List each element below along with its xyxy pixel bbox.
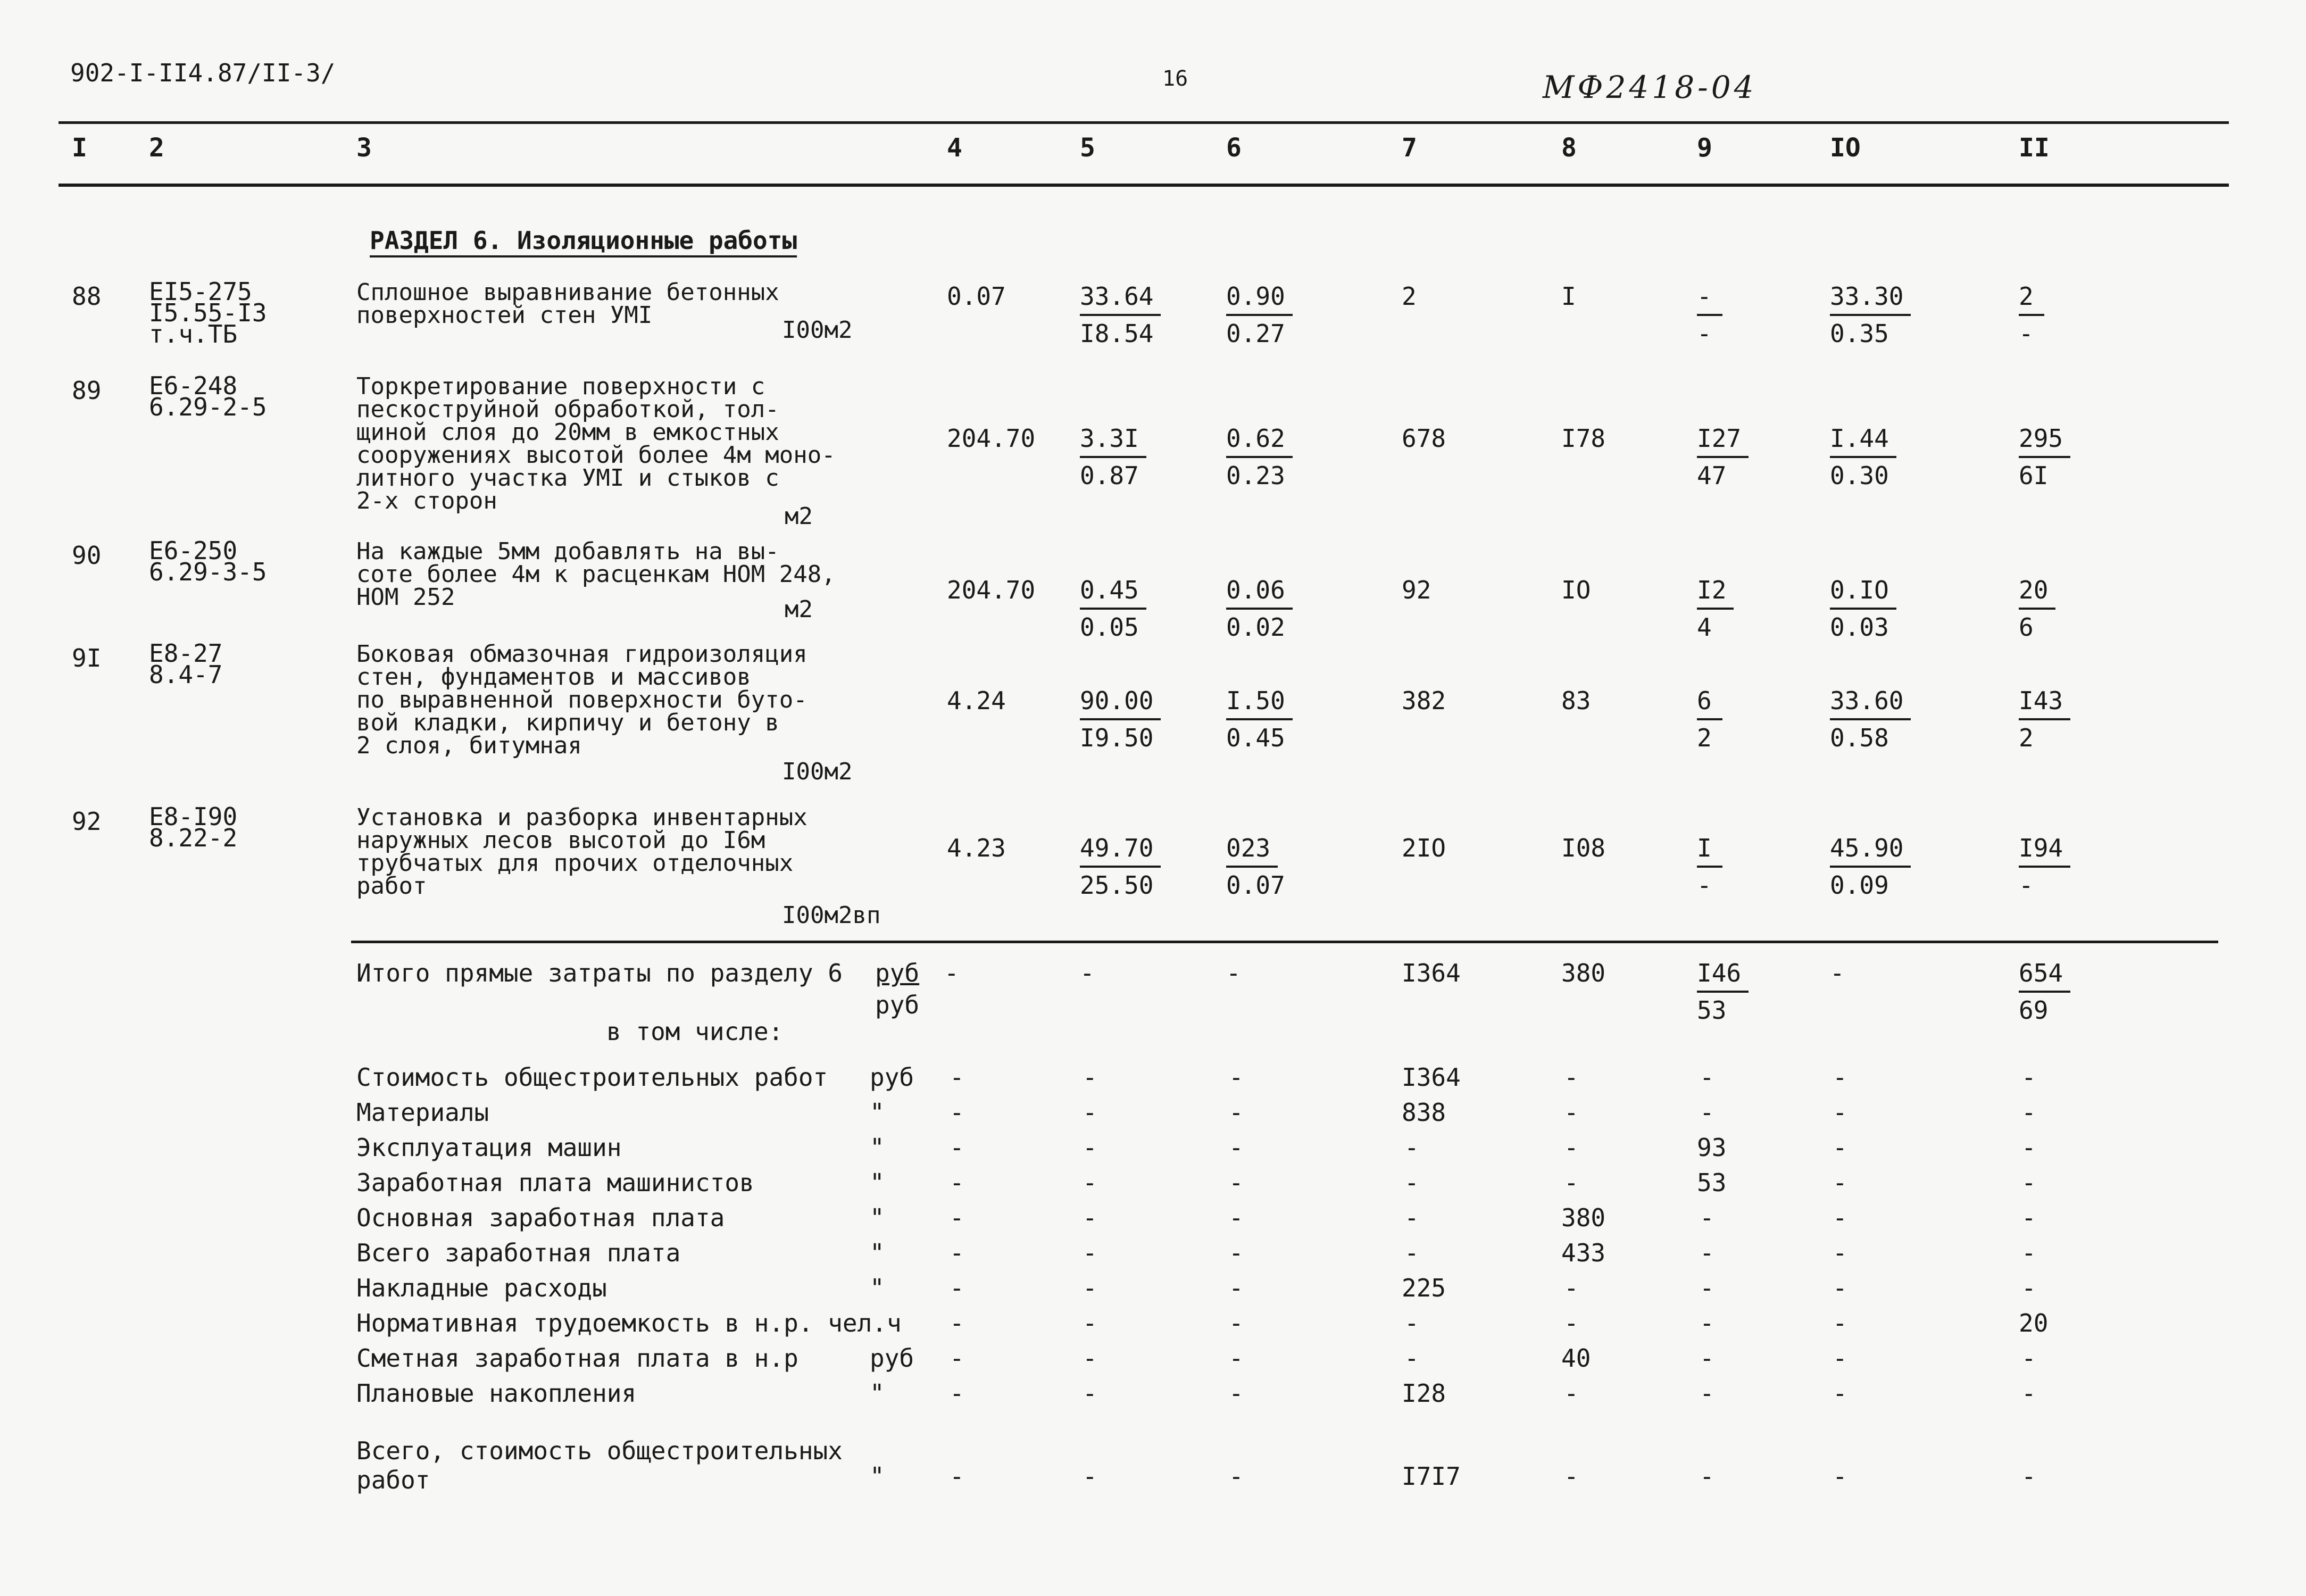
grand-total-c4: - — [950, 1462, 964, 1491]
header-top-rule — [59, 121, 2229, 124]
labor-total-denominator: 6I — [2019, 461, 2049, 490]
labor-per-unit-denominator: 0.09 — [1830, 871, 1889, 900]
summary-c9: - — [1700, 1379, 1714, 1408]
machine-total — [1697, 279, 1722, 351]
summary-c4: - — [950, 1133, 964, 1162]
column-header-8: 8 — [1561, 133, 1577, 163]
document-id: МФ2418-04 — [1543, 69, 1757, 105]
unit-of-measure: I00м2 — [782, 758, 853, 785]
summary-c5: - — [1083, 1379, 1097, 1408]
summary-c9: - — [1700, 1063, 1714, 1092]
summary-c6: - — [1229, 1168, 1244, 1197]
summary-unit: " — [870, 1098, 885, 1127]
summary-c8: - — [1564, 1379, 1579, 1408]
wages: IO — [1561, 576, 1591, 604]
summary-c4: - — [950, 1203, 964, 1232]
summary-c5: - — [1083, 1238, 1097, 1267]
summary-unit: " — [870, 1238, 885, 1267]
section-total-c11 — [2019, 955, 2070, 1028]
grand-total-c9: - — [1700, 1462, 1714, 1491]
machine-total — [1697, 683, 1722, 755]
labor-per-unit-numerator: I.44 — [1830, 421, 1896, 458]
summary-unit: руб — [870, 1063, 914, 1092]
summary-c7: I28 — [1402, 1379, 1446, 1408]
rate-code: т.ч.ТБ — [149, 320, 238, 348]
summary-unit: руб — [870, 1344, 914, 1373]
labor-per-unit-denominator: 0.58 — [1830, 724, 1889, 752]
work-description: Установка и разборка инвентарных наружных лесов высотой до I6м трубчатых для прочих отделочных работ — [356, 804, 807, 900]
unit-cost-numerator: 33.64 — [1080, 279, 1161, 316]
machine-total — [1697, 830, 1722, 903]
total-cost: 2 — [1402, 282, 1417, 311]
labor-per-unit-numerator: 0.IO — [1830, 572, 1896, 610]
rate-code: 8.4-7 — [149, 660, 223, 689]
summary-c9: - — [1700, 1098, 1714, 1127]
column-header-2: 2 — [149, 133, 164, 163]
machine-total-denominator: 47 — [1697, 461, 1727, 490]
section-total-c7: I364 — [1402, 959, 1461, 987]
summary-c6: - — [1229, 1309, 1244, 1337]
summary-c5: - — [1083, 1098, 1097, 1127]
labor-total — [2019, 572, 2055, 645]
section-total-c11-denominator: 69 — [2019, 996, 2049, 1025]
labor-total — [2019, 279, 2044, 351]
machine-cost-denominator: 0.07 — [1226, 871, 1285, 900]
summary-c9: 53 — [1697, 1168, 1727, 1197]
labor-total-denominator: 6 — [2019, 613, 2034, 642]
grand-total-c7: I7I7 — [1402, 1462, 1461, 1491]
totals-rule — [351, 941, 2218, 943]
machine-total-denominator: - — [1697, 871, 1712, 900]
summary-c9: 93 — [1697, 1133, 1727, 1162]
unit-cost-denominator: I9.50 — [1080, 724, 1154, 752]
grand-total-label-cont: работ — [356, 1466, 430, 1494]
machine-cost — [1226, 421, 1293, 493]
labor-per-unit — [1830, 421, 1896, 493]
unit-cost-denominator: I8.54 — [1080, 319, 1154, 348]
rate-code: E6-250 — [149, 536, 238, 565]
row-number: 88 — [72, 282, 102, 311]
section-total-c8: 380 — [1561, 959, 1606, 987]
column-header-4: 4 — [947, 133, 962, 163]
machine-cost-numerator: 023 — [1226, 830, 1278, 868]
summary-c10: - — [1833, 1309, 1847, 1337]
summary-c10: - — [1833, 1238, 1847, 1267]
machine-cost-denominator: 0.45 — [1226, 724, 1285, 752]
summary-c4: - — [950, 1098, 964, 1127]
rate-code: 8.22-2 — [149, 824, 238, 852]
labor-total-numerator: I43 — [2019, 683, 2070, 720]
labor-per-unit-numerator: 33.30 — [1830, 279, 1911, 316]
machine-cost — [1226, 279, 1293, 351]
column-header-6: 6 — [1226, 133, 1242, 163]
summary-c11: - — [2021, 1274, 2036, 1302]
quantity: 4.24 — [947, 686, 1006, 715]
summary-unit: " — [870, 1168, 885, 1197]
summary-c4: - — [950, 1238, 964, 1267]
unit-cost — [1080, 572, 1146, 645]
total-cost: 92 — [1402, 576, 1431, 604]
summary-c6: - — [1229, 1098, 1244, 1127]
machine-cost-numerator: 0.62 — [1226, 421, 1293, 458]
summary-c8: 40 — [1561, 1344, 1591, 1373]
labor-per-unit-denominator: 0.30 — [1830, 461, 1889, 490]
summary-c10: - — [1833, 1133, 1847, 1162]
summary-c8: - — [1564, 1098, 1579, 1127]
summary-c10: - — [1833, 1203, 1847, 1232]
summary-label: Материалы — [356, 1098, 489, 1127]
summary-label: Нормативная трудоемкость в н.р. чел.ч — [356, 1309, 902, 1337]
summary-c4: - — [950, 1379, 964, 1408]
labor-per-unit-denominator: 0.35 — [1830, 319, 1889, 348]
summary-c11: - — [2021, 1379, 2036, 1408]
summary-c7: - — [1404, 1203, 1419, 1232]
section-title: РАЗДЕЛ 6. Изоляционные работы — [370, 226, 797, 255]
machine-total-numerator: I — [1697, 830, 1722, 868]
section-total-c9-denominator: 53 — [1697, 996, 1727, 1025]
summary-label: Накладные расходы — [356, 1274, 607, 1302]
summary-label: Плановые накопления — [356, 1379, 637, 1408]
section-total-c10: - — [1830, 959, 1845, 987]
summary-c11: - — [2021, 1344, 2036, 1373]
section-total-c11-numerator: 654 — [2019, 955, 2070, 993]
page-number: 16 — [1162, 66, 1188, 91]
unit-cost-denominator: 25.50 — [1080, 871, 1154, 900]
summary-c11: - — [2021, 1238, 2036, 1267]
grand-total-label: Всего, стоимость общестроительных — [356, 1436, 843, 1465]
summary-c10: - — [1833, 1098, 1847, 1127]
summary-c10: - — [1833, 1063, 1847, 1092]
machine-total — [1697, 572, 1734, 645]
unit-of-measure: I00м2 — [782, 317, 853, 344]
section-total-label: Итого прямые затраты по разделу 6 — [356, 959, 843, 987]
summary-unit: " — [870, 1133, 885, 1162]
labor-total — [2019, 830, 2070, 903]
summary-unit: " — [870, 1274, 885, 1302]
summary-c4: - — [950, 1309, 964, 1337]
unit-cost — [1080, 683, 1161, 755]
grand-total-c8: - — [1564, 1462, 1579, 1491]
unit-cost-numerator: 49.70 — [1080, 830, 1161, 868]
summary-c7: 838 — [1402, 1098, 1446, 1127]
machine-total-numerator: I27 — [1697, 421, 1749, 458]
summary-label: Стоимость общестроительных работ — [356, 1063, 828, 1092]
column-header-5: 5 — [1080, 133, 1095, 163]
unit-cost — [1080, 421, 1146, 493]
machine-total-numerator: - — [1697, 279, 1722, 316]
labor-total-numerator: 295 — [2019, 421, 2070, 458]
summary-c11: - — [2021, 1098, 2036, 1127]
unit-of-measure: м2 — [785, 596, 813, 623]
column-header-3: 3 — [356, 133, 372, 163]
summary-c6: - — [1229, 1379, 1244, 1408]
machine-cost-numerator: 0.90 — [1226, 279, 1293, 316]
summary-c7: 225 — [1402, 1274, 1446, 1302]
work-description: Торкретирование поверхности с пескоструйной обработкой, тол- щиной слоя до 20мм в емкостных сооружениях высотой более 4м моно- литного участка УМI и стыков с 2-х сторон — [356, 373, 836, 514]
column-header-7: 7 — [1402, 133, 1417, 163]
quantity: 0.07 — [947, 282, 1006, 311]
machine-total-denominator: 2 — [1697, 724, 1712, 752]
labor-total — [2019, 421, 2070, 493]
rate-code: I5.55-I3 — [149, 298, 267, 327]
labor-total-numerator: 20 — [2019, 572, 2055, 610]
summary-c8: 433 — [1561, 1238, 1606, 1267]
document-code: 902-I-II4.87/II-3/ — [70, 59, 336, 87]
grand-total-c11: - — [2021, 1462, 2036, 1491]
summary-c5: - — [1083, 1133, 1097, 1162]
summary-label: Всего заработная плата — [356, 1238, 681, 1267]
wages: I — [1561, 282, 1576, 311]
summary-c10: - — [1833, 1274, 1847, 1302]
labor-total-denominator: - — [2019, 871, 2034, 900]
column-header-11: II — [2019, 133, 2050, 163]
labor-total-numerator: I94 — [2019, 830, 2070, 868]
summary-c6: - — [1229, 1133, 1244, 1162]
quantity: 204.70 — [947, 576, 1036, 604]
wages: 83 — [1561, 686, 1591, 715]
summary-c7: I364 — [1402, 1063, 1461, 1092]
unit-cost-numerator: 0.45 — [1080, 572, 1146, 610]
unit-of-measure: I00м2вп — [782, 902, 881, 929]
summary-c5: - — [1083, 1344, 1097, 1373]
grand-total-unit: " — [870, 1462, 885, 1491]
labor-per-unit — [1830, 830, 1911, 903]
unit-cost — [1080, 279, 1161, 351]
unit-cost-denominator: 0.87 — [1080, 461, 1139, 490]
labor-per-unit — [1830, 683, 1911, 755]
total-cost: 382 — [1402, 686, 1446, 715]
summary-unit: " — [870, 1379, 885, 1408]
summary-c5: - — [1083, 1274, 1097, 1302]
quantity: 204.70 — [947, 424, 1036, 453]
summary-c8: - — [1564, 1168, 1579, 1197]
summary-c9: - — [1700, 1203, 1714, 1232]
unit-of-measure: м2 — [785, 503, 813, 530]
summary-c5: - — [1083, 1063, 1097, 1092]
machine-cost — [1226, 683, 1293, 755]
total-cost: 678 — [1402, 424, 1446, 453]
machine-cost-denominator: 0.27 — [1226, 319, 1285, 348]
summary-c9: - — [1700, 1238, 1714, 1267]
summary-c10: - — [1833, 1379, 1847, 1408]
column-header-10: IO — [1830, 133, 1861, 163]
summary-c9: - — [1700, 1309, 1714, 1337]
summary-c5: - — [1083, 1168, 1097, 1197]
wages: I78 — [1561, 424, 1606, 453]
summary-c6: - — [1229, 1238, 1244, 1267]
section-total-c4: - — [944, 959, 959, 987]
machine-cost-numerator: I.50 — [1226, 683, 1293, 720]
machine-cost-numerator: 0.06 — [1226, 572, 1293, 610]
summary-label: Эксплуатация машин — [356, 1133, 622, 1162]
row-number: 92 — [72, 807, 102, 836]
row-number: 9I — [72, 644, 102, 672]
labor-total — [2019, 683, 2070, 755]
work-description: На каждые 5мм добавлять на вы- соте более 4м к расценкам НОМ 248, НОМ 252 — [356, 538, 836, 611]
machine-total-denominator: - — [1697, 319, 1712, 348]
quantity: 4.23 — [947, 834, 1006, 862]
summary-c5: - — [1083, 1203, 1097, 1232]
summary-c7: - — [1404, 1168, 1419, 1197]
summary-c8: 380 — [1561, 1203, 1606, 1232]
summary-c6: - — [1229, 1063, 1244, 1092]
summary-c6: - — [1229, 1274, 1244, 1302]
machine-total-numerator: 6 — [1697, 683, 1722, 720]
machine-total-denominator: 4 — [1697, 613, 1712, 642]
unit-cost — [1080, 830, 1161, 903]
summary-c7: - — [1404, 1309, 1419, 1337]
labor-total-denominator: - — [2019, 319, 2034, 348]
row-number: 90 — [72, 541, 102, 570]
rate-code: E6-248 — [149, 371, 238, 400]
summary-c11: - — [2021, 1133, 2036, 1162]
rate-code: 6.29-3-5 — [149, 558, 267, 586]
including-label: в том числе: — [606, 1017, 784, 1046]
summary-c7: - — [1404, 1344, 1419, 1373]
labor-per-unit — [1830, 279, 1911, 351]
header-bottom-rule — [59, 184, 2229, 187]
column-header-1: I — [72, 133, 87, 163]
unit-cost-denominator: 0.05 — [1080, 613, 1139, 642]
unit-cost-numerator: 3.3I — [1080, 421, 1146, 458]
rate-code: E8-I90 — [149, 802, 238, 831]
summary-label: Основная заработная плата — [356, 1203, 725, 1232]
machine-total-numerator: I2 — [1697, 572, 1734, 610]
section-total-unit: руб — [875, 959, 920, 987]
summary-unit: " — [870, 1203, 885, 1232]
labor-per-unit-numerator: 45.90 — [1830, 830, 1911, 868]
section-total-c5: - — [1080, 959, 1095, 987]
summary-c10: - — [1833, 1344, 1847, 1373]
summary-c6: - — [1229, 1344, 1244, 1373]
work-description: Боковая обмазочная гидроизоляция стен, фундаментов и массивов по выравненной поверхности буто- вой кладки, кирпичу и бетону в 2 слоя, битумная — [356, 641, 807, 759]
machine-cost-denominator: 0.02 — [1226, 613, 1285, 642]
labor-total-numerator: 2 — [2019, 279, 2044, 316]
labor-total-denominator: 2 — [2019, 724, 2034, 752]
summary-label: Заработная плата машинистов — [356, 1168, 754, 1197]
machine-total — [1697, 421, 1749, 493]
summary-label: Сметная заработная плата в н.р — [356, 1344, 798, 1373]
summary-c8: - — [1564, 1309, 1579, 1337]
grand-total-c5: - — [1083, 1462, 1097, 1491]
machine-cost-denominator: 0.23 — [1226, 461, 1285, 490]
summary-c11: - — [2021, 1203, 2036, 1232]
summary-c4: - — [950, 1274, 964, 1302]
section-total-c9-numerator: I46 — [1697, 955, 1749, 993]
unit-cost-numerator: 90.00 — [1080, 683, 1161, 720]
labor-per-unit-numerator: 33.60 — [1830, 683, 1911, 720]
row-number: 89 — [72, 376, 102, 405]
summary-c11: - — [2021, 1063, 2036, 1092]
summary-c10: - — [1833, 1168, 1847, 1197]
summary-c9: - — [1700, 1344, 1714, 1373]
column-header-9: 9 — [1697, 133, 1712, 163]
summary-c11: - — [2021, 1168, 2036, 1197]
summary-c6: - — [1229, 1203, 1244, 1232]
summary-c4: - — [950, 1063, 964, 1092]
grand-total-c6: - — [1229, 1462, 1244, 1491]
labor-per-unit — [1830, 572, 1896, 645]
machine-cost — [1226, 830, 1285, 903]
summary-c8: - — [1564, 1063, 1579, 1092]
section-total-c9 — [1697, 955, 1749, 1028]
wages: I08 — [1561, 834, 1606, 862]
summary-c4: - — [950, 1344, 964, 1373]
work-description: Сплошное выравнивание бетонных поверхностей стен УМI — [356, 279, 779, 329]
summary-c5: - — [1083, 1309, 1097, 1337]
summary-c8: - — [1564, 1274, 1579, 1302]
section-total-c6: - — [1226, 959, 1241, 987]
summary-c11: 20 — [2019, 1309, 2049, 1337]
summary-c7: - — [1404, 1238, 1419, 1267]
rate-code: EI5-275 — [149, 277, 252, 306]
machine-cost — [1226, 572, 1293, 645]
grand-total-c10: - — [1833, 1462, 1847, 1491]
summary-c9: - — [1700, 1274, 1714, 1302]
section-total-unit-second: руб — [875, 991, 920, 1019]
rate-code: E8-27 — [149, 639, 223, 668]
labor-per-unit-denominator: 0.03 — [1830, 613, 1889, 642]
summary-c8: - — [1564, 1133, 1579, 1162]
summary-c7: - — [1404, 1133, 1419, 1162]
rate-code: 6.29-2-5 — [149, 393, 267, 421]
total-cost: 2IO — [1402, 834, 1446, 862]
summary-c4: - — [950, 1168, 964, 1197]
